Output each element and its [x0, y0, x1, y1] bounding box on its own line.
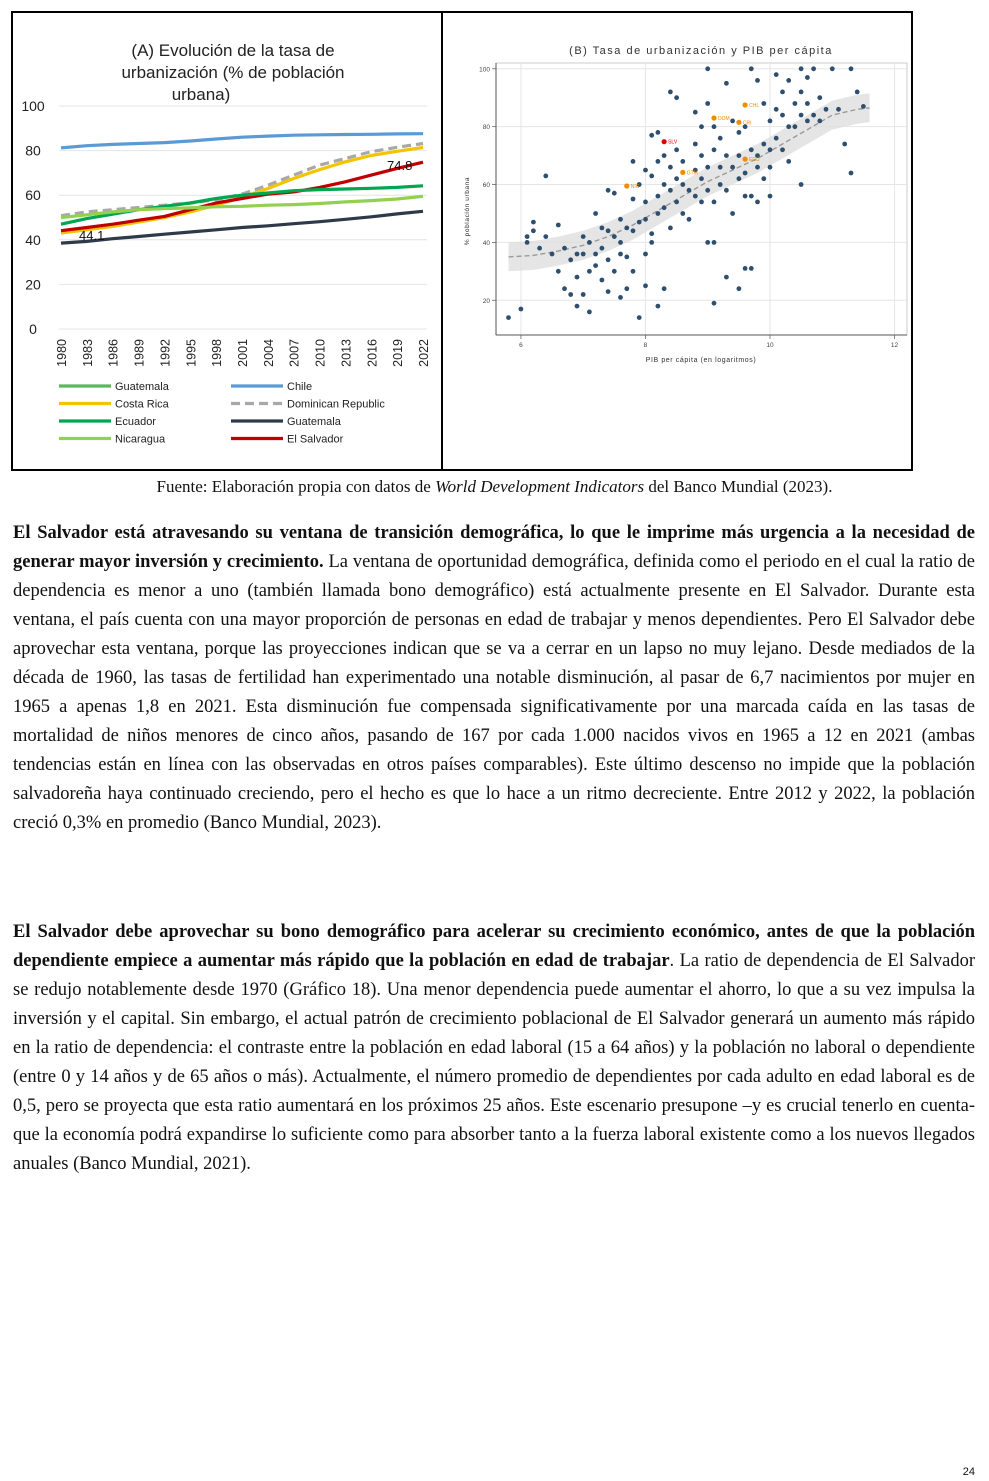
scatter-point: [506, 315, 511, 320]
scatter-point: [624, 255, 629, 260]
scatter-point: [836, 107, 841, 112]
x-tick-label: 1989: [132, 339, 147, 367]
scatter-point: [674, 95, 679, 100]
series-line-costa-rica: [61, 148, 423, 234]
x-tick-label: 2007: [287, 339, 302, 367]
scatter-point: [693, 110, 698, 115]
scatter-point: [612, 234, 617, 239]
x-tick-label: 10: [766, 342, 774, 349]
scatter-point: [855, 90, 860, 95]
scatter-point: [631, 269, 636, 274]
scatter-point: [637, 220, 642, 225]
scatter-point: [718, 136, 723, 141]
scatter-point: [749, 266, 754, 271]
highlight-label-gtm: GTM: [686, 170, 698, 177]
scatter-point: [755, 165, 760, 170]
highlight-label-dom: DOM: [718, 116, 730, 122]
legend-label: Dominican Republic: [287, 398, 385, 411]
x-tick-label: 1998: [210, 339, 225, 367]
scatter-point: [712, 240, 717, 245]
legend-label: El Salvador: [287, 433, 344, 446]
scatter-point: [674, 147, 679, 152]
scatter-point: [581, 292, 586, 297]
y-tick-label: 80: [482, 124, 490, 132]
scatter-point: [618, 295, 623, 300]
scatter-point: [662, 153, 667, 158]
legend-label: Chile: [287, 381, 313, 393]
scatter-point: [718, 165, 723, 170]
legend-label: Costa Rica: [115, 398, 169, 411]
scatter-point: [786, 78, 791, 83]
x-tick-label: 2001: [236, 339, 250, 367]
scatter-point: [624, 226, 629, 231]
scatter-point: [550, 252, 555, 257]
scatter-point: [730, 119, 735, 124]
scatter-point: [593, 211, 598, 216]
scatter-point: [600, 278, 605, 283]
scatter-point: [606, 188, 611, 193]
scatter-point: [749, 194, 754, 199]
scatter-point: [811, 113, 816, 118]
scatter-point: [712, 200, 717, 205]
highlight-point-gtm: [680, 170, 685, 175]
urbanization-gdp-scatter: [443, 13, 913, 469]
scatter-point: [656, 130, 661, 135]
scatter-point: [780, 90, 785, 95]
highlight-label-chl: CHL: [749, 103, 760, 109]
scatter-point: [755, 78, 760, 83]
scatter-point: [587, 240, 592, 245]
x-tick-label: 12: [890, 342, 899, 349]
page-number: 24: [962, 1466, 975, 1478]
scatter-point: [593, 263, 598, 268]
scatter-point: [606, 257, 611, 262]
highlight-point-dom: [711, 115, 716, 120]
scatter-point: [849, 66, 854, 71]
scatter-point: [724, 275, 729, 280]
scatter-point: [587, 269, 592, 274]
scatter-point: [768, 147, 773, 152]
scatter-point: [568, 257, 573, 262]
paragraph-demographic-bonus: [13, 918, 975, 1179]
legend-label: Ecuador: [115, 416, 156, 428]
paragraph-1-body: La ventana de oportunidad demográfica, definida como el periodo en el cual la ratio de dependencia es menor a uno (también llamada bono demográfico) está actualmente presente en El Salvador. Durante esta ventana, el país cuenta con una mayor proporción de personas en edad de trabajar y menos dependientes. Pero El Salvador debe aprovechar esta ventana, porque las proyecciones indican que se va a cerrar en un lapso no muy lejano. Desde mediados de la década de 1960, las tasas de fertilidad han experimentado una notable disminución, al pasar de 6,7 nacimientos por mujer en 1965 a apenas 1,8 en 2021. Esta disminución fue compensada significativamente por una marcada caída en las tasas de mortalidad de niños menores de cinco años, pasando de 167 por cada 1.000 nacidos vivos en 1965 a 12 en 2021 (ambas tendencias están en línea con las observadas en otros países comparables). Este último descenso no impide que la población salvadoreña haya continuado creciendo, pero el hecho es que lo hace a un ritmo decreciente. Entre 2012 y 2022, la población creció 0,3% en promedio (Banco Mundial, 2023).: [13, 552, 975, 833]
x-tick-label: 2019: [391, 339, 406, 367]
scatter-point: [631, 159, 636, 164]
scatter-point: [693, 194, 698, 199]
scatter-point: [805, 119, 810, 124]
y-tick-label: 40: [482, 239, 490, 247]
scatter-point: [724, 153, 729, 158]
scatter-point: [649, 174, 654, 179]
scatter-point: [656, 304, 661, 309]
highlight-point-ecu: [743, 157, 748, 162]
legend-label: Guatemala: [287, 416, 341, 428]
scatter-point: [743, 194, 748, 199]
scatter-point: [562, 246, 567, 251]
scatter-point: [705, 165, 710, 170]
scatter-point: [575, 304, 580, 309]
scatter-point: [811, 66, 816, 71]
scatter-point: [525, 234, 530, 239]
scatter-point: [793, 101, 798, 106]
figure-caption: [0, 477, 989, 497]
scatter-point: [581, 252, 586, 257]
x-tick-label: 2004: [261, 339, 276, 367]
scatter-point: [737, 130, 742, 135]
scatter-point: [817, 119, 822, 124]
scatter-point: [705, 240, 710, 245]
scatter-point: [656, 159, 661, 164]
scatter-point: [687, 217, 692, 222]
x-tick-label: 1980: [55, 339, 69, 367]
scatter-point: [699, 153, 704, 158]
scatter-point: [749, 66, 754, 71]
scatter-point: [712, 301, 717, 306]
scatter-point: [668, 90, 673, 95]
chart-a-title-line-2: urbanización (% de población: [121, 63, 345, 82]
scatter-point: [668, 188, 673, 193]
series-line-chile: [61, 134, 423, 148]
caption-prefix: Fuente: Elaboración propia con datos de: [156, 477, 436, 496]
scatter-point: [537, 246, 542, 251]
scatter-point: [849, 171, 854, 176]
scatter-point: [612, 269, 617, 274]
urbanization-line-chart: [13, 13, 439, 469]
highlight-point-cri: [736, 120, 741, 125]
chart-a-title-line-1: (A) Evolución de la tasa de: [131, 41, 335, 60]
scatter-point: [830, 66, 835, 71]
scatter-point: [668, 226, 673, 231]
scatter-point: [768, 165, 773, 170]
scatter-point: [699, 200, 704, 205]
x-tick-label: 1995: [184, 339, 199, 367]
y-tick-label: 80: [25, 142, 41, 159]
scatter-point: [680, 182, 685, 187]
scatter-point: [761, 142, 766, 147]
scatter-point: [618, 217, 623, 222]
scatter-point: [768, 194, 773, 199]
scatter-point: [643, 168, 648, 173]
chart-b-ylabel: % población urbana: [464, 176, 471, 246]
scatter-point: [643, 217, 648, 222]
scatter-point: [799, 90, 804, 95]
scatter-point: [774, 107, 779, 112]
scatter-point: [662, 205, 667, 210]
scatter-point: [761, 176, 766, 181]
x-tick-label: 2022: [417, 339, 431, 367]
scatter-point: [705, 66, 710, 71]
scatter-point: [612, 191, 617, 196]
x-tick-label: 1983: [80, 339, 95, 367]
scatter-point: [768, 119, 773, 124]
x-tick-label: 8: [643, 342, 648, 349]
scatter-point: [543, 174, 548, 179]
highlight-point-chl: [743, 102, 748, 107]
scatter-point: [631, 228, 636, 233]
caption-suffix: del Banco Mundial (2023).: [644, 477, 833, 496]
annotation-end-value: 74.8: [387, 158, 413, 173]
scatter-point: [705, 101, 710, 106]
paragraph-2-body: . La ratio de dependencia de El Salvador se redujo notablemente desde 1970 (Gráfico 18). Una menor dependencia puede aumentar el ahorro, lo que a su vez impulsa la inversión y el capital. Sin embargo, el actual patrón de crecimiento poblacional de El Salvador generará un aumento más rápido en la ratio de dependencia: el contraste entre la población en edad laboral (15 a 64 años) y la población no laboral o dependiente (entre 0 y 14 años y de 65 años o más). Actualmente, el número promedio de dependientes por cada adulto en edad laboral es de 0,5, pero se proyecta que esta ratio aumentará en los próximos 25 años. Este escenario presupone –y es crucial tenerlo en cuenta- que la economía podrá expandirse lo suficiente como para absorber tanto a la fuerza laboral existente como a los nuevos llegados anuales (Banco Mundial, 2021).: [13, 951, 975, 1174]
y-tick-label: 40: [25, 231, 41, 248]
y-tick-label: 20: [482, 297, 490, 305]
scatter-point: [817, 95, 822, 100]
scatter-point: [618, 240, 623, 245]
scatter-point: [656, 211, 661, 216]
scatter-point: [562, 286, 567, 291]
scatter-point: [519, 307, 524, 312]
scatter-point: [737, 153, 742, 158]
scatter-point: [643, 200, 648, 205]
scatter-point: [687, 188, 692, 193]
scatter-point: [761, 101, 766, 106]
scatter-point: [649, 133, 654, 138]
scatter-point: [755, 200, 760, 205]
legend-label: Guatemala: [115, 381, 169, 393]
scatter-point: [575, 252, 580, 257]
scatter-point: [842, 142, 847, 147]
scatter-point: [712, 124, 717, 129]
paragraph-demographic-window: [13, 519, 975, 838]
x-tick-label: 1986: [106, 339, 121, 367]
x-tick-label: 2013: [339, 339, 354, 367]
y-tick-label: 0: [29, 321, 37, 337]
scatter-point: [805, 101, 810, 106]
caption-source-italic: World Development Indicators: [435, 477, 645, 496]
scatter-point: [730, 165, 735, 170]
paragraph-2-lead: El Salvador debe aprovechar su bono demográfico para acelerar su crecimiento económico, antes de que la población dependiente empiece a aumentar más rápido que la población en edad de trabajar: [13, 922, 975, 971]
scatter-point: [730, 211, 735, 216]
scatter-point: [531, 228, 536, 233]
highlight-label-cri: CRI: [742, 120, 752, 127]
y-tick-label: 100: [21, 98, 45, 114]
scatter-point: [861, 104, 866, 109]
scatter-point: [581, 234, 586, 239]
highlight-label-ecu: ECU: [749, 157, 760, 164]
scatter-point: [600, 246, 605, 251]
scatter-point: [662, 286, 667, 291]
scatter-point: [699, 176, 704, 181]
scatter-point: [780, 113, 785, 118]
highlight-point-slv: [662, 139, 667, 144]
scatter-point: [737, 176, 742, 181]
scatter-point: [575, 275, 580, 280]
scatter-point: [786, 159, 791, 164]
scatter-point: [724, 81, 729, 86]
scatter-point: [668, 165, 673, 170]
scatter-point: [606, 228, 611, 233]
y-tick-label: 20: [25, 276, 41, 293]
x-tick-label: 6: [519, 342, 523, 349]
scatter-point: [649, 240, 654, 245]
scatter-point: [556, 269, 561, 274]
scatter-point: [749, 147, 754, 152]
scatter-point: [799, 182, 804, 187]
scatter-point: [824, 107, 829, 112]
scatter-point: [680, 159, 685, 164]
scatter-point: [774, 136, 779, 141]
scatter-point: [643, 252, 648, 257]
y-tick-label: 100: [479, 66, 490, 74]
scatter-point: [656, 194, 661, 199]
scatter-point: [699, 124, 704, 129]
scatter-point: [631, 197, 636, 202]
annotation-start-value: 44.1: [79, 228, 105, 243]
scatter-point: [525, 240, 530, 245]
scatter-point: [531, 220, 536, 225]
figure-frame: [11, 11, 913, 471]
scatter-point: [743, 171, 748, 176]
chart-b-title: (B) Tasa de urbanización y PIB per cápita: [569, 45, 833, 57]
highlight-label-slv: SLV: [668, 139, 678, 146]
scatter-point: [618, 252, 623, 257]
scatter-point: [793, 124, 798, 129]
scatter-point: [662, 182, 667, 187]
scatter-point: [556, 223, 561, 228]
scatter-point: [674, 176, 679, 181]
scatter-point: [600, 226, 605, 231]
scatter-point: [774, 72, 779, 77]
scatter-point: [693, 142, 698, 147]
scatter-point: [743, 266, 748, 271]
paragraph-1-lead: El Salvador está atravesando su ventana de transición demográfica, lo que le imprime más urgencia a la necesidad de generar mayor inversión y crecimiento.: [13, 523, 975, 572]
scatter-point: [643, 283, 648, 288]
scatter-point: [680, 211, 685, 216]
scatter-point: [587, 310, 592, 315]
y-tick-label: 60: [482, 182, 490, 190]
chart-b-xlabel: PIB per cápita (en logaritmos): [645, 357, 757, 364]
scatter-point: [593, 252, 598, 257]
scatter-point: [805, 75, 810, 80]
scatter-point: [705, 188, 710, 193]
scatter-point: [712, 147, 717, 152]
x-tick-label: 2010: [313, 339, 328, 367]
scatter-point: [780, 147, 785, 152]
x-tick-label: 1992: [158, 339, 173, 367]
legend-label: Nicaragua: [115, 433, 166, 446]
highlight-point-nic: [624, 183, 629, 188]
scatter-point: [568, 292, 573, 297]
x-tick-label: 2016: [365, 339, 380, 367]
scatter-point: [724, 188, 729, 193]
scatter-point: [799, 113, 804, 118]
chart-a-title-line-3: urbana): [171, 85, 231, 104]
scatter-point: [606, 289, 611, 294]
scatter-point: [737, 286, 742, 291]
y-tick-label: 60: [25, 187, 41, 204]
scatter-point: [674, 200, 679, 205]
scatter-point: [649, 231, 654, 236]
scatter-point: [624, 286, 629, 291]
scatter-point: [637, 315, 642, 320]
highlight-label-nic: NIC: [630, 184, 640, 190]
scatter-point: [718, 182, 723, 187]
scatter-point: [543, 234, 548, 239]
scatter-point: [799, 66, 804, 71]
scatter-point: [786, 124, 791, 129]
